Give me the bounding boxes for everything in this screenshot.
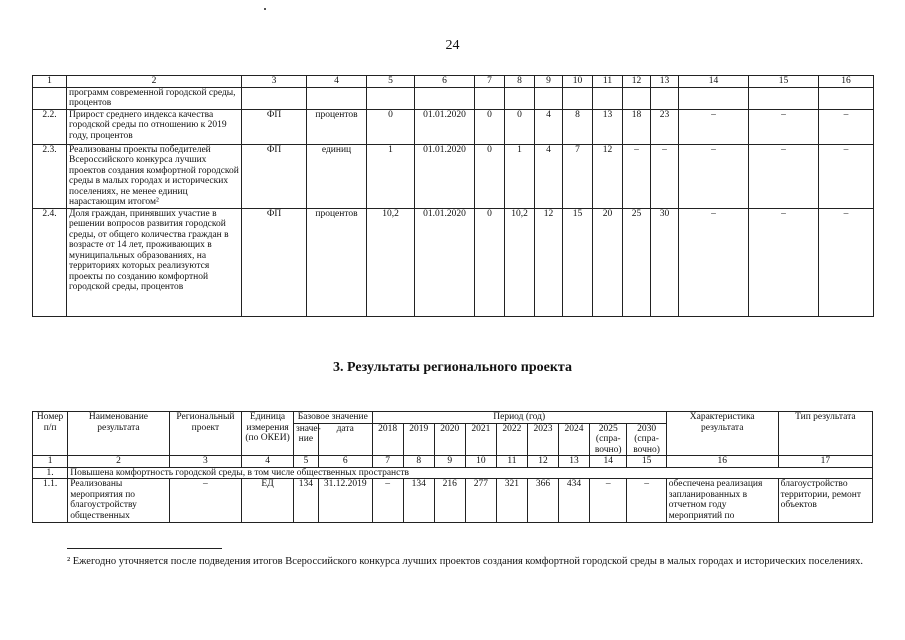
column-number: 10 (563, 76, 593, 88)
indicator-value: 0 (475, 208, 505, 316)
indicator-value: 10,2 (367, 208, 415, 316)
table-row (33, 109, 874, 144)
column-number: 7 (475, 76, 505, 88)
row-num (33, 87, 67, 109)
indicator-value (242, 87, 307, 109)
indicator-value: 23 (651, 109, 679, 144)
column-number: 13 (559, 456, 590, 468)
indicator-value: 4 (535, 144, 563, 208)
row-year-value: 277 (465, 479, 496, 523)
indicator-value: 0 (367, 109, 415, 144)
indicator-value: ФП (242, 144, 307, 208)
column-number: 6 (318, 456, 372, 468)
column-number: 14 (590, 456, 627, 468)
col-base-header: Базовое значение (293, 412, 372, 424)
row-unit: ЕД (242, 479, 294, 523)
indicator-value (651, 87, 679, 109)
col-unit-header: Единица измерения (по ОКЕИ) (242, 412, 294, 456)
scan-speck (264, 8, 266, 10)
footnote: ² Ежегодно уточняется после подведения итогов Всероссийского конкурса лучших проектов создания комфортной городской среды в малых городах и исторических поселениях. (67, 556, 863, 567)
column-number: 10 (465, 456, 496, 468)
column-number: 5 (367, 76, 415, 88)
column-number: 4 (307, 76, 367, 88)
column-number: 2 (67, 76, 242, 88)
indicator-value: – (819, 208, 874, 316)
indicator-value: 20 (593, 208, 623, 316)
indicator-name: программ современной городской среды, процентов (67, 87, 242, 109)
indicator-value: 01.01.2020 (415, 109, 475, 144)
group-text: Повышена комфортность городской среды, в том числе общественных пространств (68, 467, 873, 479)
column-number: 12 (623, 76, 651, 88)
indicator-value: 12 (535, 208, 563, 316)
indicator-value: 0 (475, 144, 505, 208)
indicator-value: – (819, 144, 874, 208)
indicator-value (679, 87, 749, 109)
indicator-value (475, 87, 505, 109)
column-number: 2 (68, 456, 169, 468)
indicator-value: – (749, 109, 819, 144)
indicator-value (415, 87, 475, 109)
year-header: 2022 (496, 423, 527, 456)
col-base-value-header: значе-ние (293, 423, 318, 456)
indicator-value (367, 87, 415, 109)
row-year-value: 134 (403, 479, 434, 523)
column-number: 3 (242, 76, 307, 88)
indicator-value: 12 (593, 144, 623, 208)
table-row (33, 144, 874, 208)
indicator-value: – (651, 144, 679, 208)
row-type: благоустройство территории, ремонт объектов (778, 479, 872, 523)
indicator-value: – (749, 208, 819, 316)
row-num: 2.2. (33, 109, 67, 144)
column-number: 13 (651, 76, 679, 88)
indicator-value: 01.01.2020 (415, 144, 475, 208)
indicator-value (307, 87, 367, 109)
indicator-value (749, 87, 819, 109)
row-num: 2.3. (33, 144, 67, 208)
column-number: 16 (666, 456, 778, 468)
column-number: 1 (33, 76, 67, 88)
year-header: 2023 (527, 423, 558, 456)
year-header: 2021 (465, 423, 496, 456)
column-number: 15 (749, 76, 819, 88)
indicator-value: – (623, 144, 651, 208)
year-header: 2019 (403, 423, 434, 456)
row-characteristic: обеспечена реализация запланированных в отчетном году мероприятий по (666, 479, 778, 523)
indicator-value: 13 (593, 109, 623, 144)
col-period-header: Период (год) (372, 412, 666, 424)
indicator-value (819, 87, 874, 109)
table-row (33, 87, 874, 109)
indicator-name: Реализованы проекты победителей Всероссийского конкурса лучших проектов создания комфортной городской среды в малых городах и исторических поселениях, не менее единиц нарастающим итогом² (67, 144, 242, 208)
column-number: 15 (627, 456, 666, 468)
indicator-value (593, 87, 623, 109)
row-year-value: 321 (496, 479, 527, 523)
column-number: 6 (415, 76, 475, 88)
indicator-value (505, 87, 535, 109)
year-2030-header: 2030 (спра-вочно) (627, 423, 666, 456)
column-number: 5 (293, 456, 318, 468)
row-num: 2.4. (33, 208, 67, 316)
column-number: 7 (372, 456, 403, 468)
col-type-header: Тип результата (778, 412, 872, 456)
row-base-value: 134 (293, 479, 318, 523)
indicator-value: ФП (242, 109, 307, 144)
indicator-value: процентов (307, 109, 367, 144)
indicator-value (623, 87, 651, 109)
column-number: 11 (496, 456, 527, 468)
row-2030-value: – (627, 479, 666, 523)
indicator-value: – (679, 109, 749, 144)
col-project-header: Региональный проект (169, 412, 241, 456)
indicator-value: единиц (307, 144, 367, 208)
column-numbers-row (33, 76, 874, 88)
table-row (33, 208, 874, 316)
row-base-date: 31.12.2019 (318, 479, 372, 523)
row-2025-value: – (590, 479, 627, 523)
indicator-name: Доля граждан, принявших участие в решении вопросов развития городской среды, от общего количества граждан в возрасте от 14 лет, проживающих в муниципальных образованиях, на территориях которых реализуются проекты по созданию комфортной городской среды, процентов (67, 208, 242, 316)
column-number: 9 (535, 76, 563, 88)
group-row (33, 467, 873, 479)
row-year-value: 216 (434, 479, 465, 523)
column-number: 3 (169, 456, 241, 468)
column-number: 9 (434, 456, 465, 468)
year-header: 2018 (372, 423, 403, 456)
year-2025-header: 2025 (спра-вочно) (590, 423, 627, 456)
row-year-value: – (372, 479, 403, 523)
table-row (33, 479, 873, 523)
indicator-value: 30 (651, 208, 679, 316)
indicator-value (535, 87, 563, 109)
footnote-rule (67, 548, 222, 549)
indicator-value: 0 (505, 109, 535, 144)
indicator-value: 0 (475, 109, 505, 144)
indicator-value: – (819, 109, 874, 144)
row-year-value: 434 (559, 479, 590, 523)
year-header: 2020 (434, 423, 465, 456)
column-number: 4 (242, 456, 294, 468)
indicator-value: 01.01.2020 (415, 208, 475, 316)
indicator-value: 18 (623, 109, 651, 144)
indicator-value: – (679, 208, 749, 316)
column-number: 16 (819, 76, 874, 88)
indicator-value: 8 (563, 109, 593, 144)
column-number: 12 (527, 456, 558, 468)
column-number: 11 (593, 76, 623, 88)
col-name-header: Наименование результата (68, 412, 169, 456)
indicator-value: процентов (307, 208, 367, 316)
column-number: 14 (679, 76, 749, 88)
indicator-value: 25 (623, 208, 651, 316)
row-num: 1.1. (33, 479, 68, 523)
indicator-value: 10,2 (505, 208, 535, 316)
col-characteristic-header: Характеристика результата (666, 412, 778, 456)
group-num: 1. (33, 467, 68, 479)
column-number: 8 (505, 76, 535, 88)
col-num-header: Номер п/п (33, 412, 68, 456)
indicator-value: 1 (505, 144, 535, 208)
indicator-value (563, 87, 593, 109)
column-number: 1 (33, 456, 68, 468)
indicator-value: 1 (367, 144, 415, 208)
col-base-date-header: дата (318, 423, 372, 456)
indicator-value: – (679, 144, 749, 208)
column-numbers-row (33, 456, 873, 468)
indicator-value: 7 (563, 144, 593, 208)
indicator-value: – (749, 144, 819, 208)
row-project: – (169, 479, 241, 523)
row-year-value: 366 (527, 479, 558, 523)
indicator-value: 4 (535, 109, 563, 144)
page-number: 24 (445, 38, 460, 53)
indicator-value: 15 (563, 208, 593, 316)
indicator-name: Прирост среднего индекса качества городской среды по отношению к 2019 году, процентов (67, 109, 242, 144)
column-number: 8 (403, 456, 434, 468)
indicators-table (32, 75, 874, 317)
results-table (32, 411, 873, 523)
indicator-value: ФП (242, 208, 307, 316)
row-name: Реализованы мероприятия по благоустройству общественных (68, 479, 169, 523)
year-header: 2024 (559, 423, 590, 456)
section-title: 3. Результаты регионального проекта (333, 360, 572, 375)
column-number: 17 (778, 456, 872, 468)
